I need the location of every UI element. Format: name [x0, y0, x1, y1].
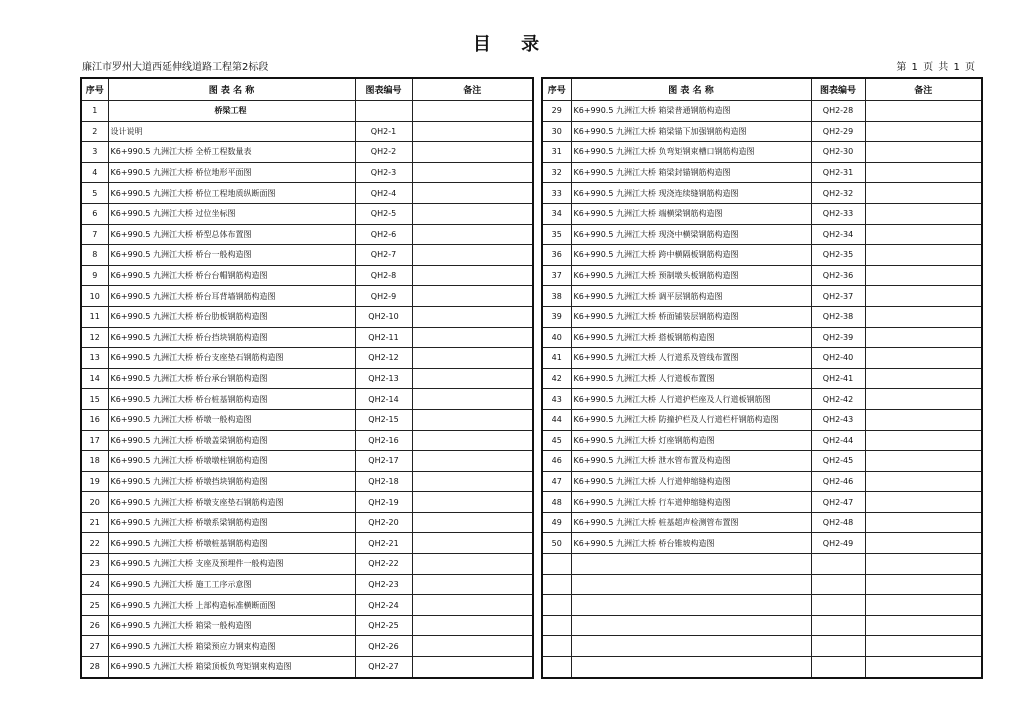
- cell-code: QH2-42: [811, 389, 865, 410]
- table-row: [542, 348, 982, 369]
- cell-name: K6+990.5 九洲江大桥 桥台桩基钢筋构造图: [108, 389, 355, 410]
- cell-name: K6+990.5 九洲江大桥 桥台台帽钢筋构造图: [108, 265, 355, 286]
- cell-name: K6+990.5 九洲江大桥 过位坐标图: [108, 203, 355, 224]
- table-row: [542, 574, 982, 595]
- table-row: [81, 451, 533, 472]
- cell-num: [542, 615, 571, 636]
- cell-name: K6+990.5 九洲江大桥 箱梁一般构造图: [108, 615, 355, 636]
- cell-name: K6+990.5 九洲江大桥 人行道板布置图: [571, 368, 811, 389]
- cell-code: QH2-35: [811, 245, 865, 266]
- cell-note: [865, 451, 982, 472]
- cell-name: K6+990.5 九洲江大桥 桥墩挡块钢筋构造图: [108, 471, 355, 492]
- cell-name: K6+990.5 九洲江大桥 桥台承台钢筋构造图: [108, 368, 355, 389]
- table-row: [81, 368, 533, 389]
- cell-name: K6+990.5 九洲江大桥 预制墩头板钢筋构造图: [571, 265, 811, 286]
- cell-name: K6+990.5 九洲江大桥 跨中横隔板钢筋构造图: [571, 245, 811, 266]
- table-row: [81, 636, 533, 657]
- cell-note: [865, 265, 982, 286]
- cell-num: 38: [542, 286, 571, 307]
- cell-num: 17: [81, 430, 108, 451]
- table-row: [542, 389, 982, 410]
- toc-table-left: [80, 77, 534, 679]
- cell-num: 18: [81, 451, 108, 472]
- header-num: 序号: [81, 78, 108, 101]
- cell-num: 4: [81, 162, 108, 183]
- cell-note: [865, 368, 982, 389]
- cell-name: K6+990.5 九洲江大桥 泄水管布置及构造图: [571, 451, 811, 472]
- cell-note: [412, 348, 533, 369]
- page-info: 第 1 页 共 1 页: [896, 62, 976, 73]
- table-row: [81, 306, 533, 327]
- cell-num: [542, 657, 571, 678]
- cell-num: 5: [81, 183, 108, 204]
- cell-note: [865, 615, 982, 636]
- cell-num: 1: [81, 101, 108, 122]
- table-row: [542, 224, 982, 245]
- cell-name: K6+990.5 九洲江大桥 支座及预埋件一般构造图: [108, 554, 355, 575]
- table-row: [81, 657, 533, 678]
- cell-note: [412, 101, 533, 122]
- cell-num: 8: [81, 245, 108, 266]
- cell-code: [811, 574, 865, 595]
- cell-name: K6+990.5 九洲江大桥 桥位工程地质纵断面图: [108, 183, 355, 204]
- cell-num: [542, 554, 571, 575]
- cell-num: 10: [81, 286, 108, 307]
- cell-note: [865, 595, 982, 616]
- cell-code: [811, 595, 865, 616]
- cell-note: [865, 512, 982, 533]
- cell-num: 34: [542, 203, 571, 224]
- cell-name: K6+990.5 九洲江大桥 桥位地形平面图: [108, 162, 355, 183]
- cell-code: QH2-20: [355, 512, 412, 533]
- cell-num: 11: [81, 306, 108, 327]
- cell-num: 21: [81, 512, 108, 533]
- cell-note: [865, 142, 982, 163]
- cell-note: [412, 471, 533, 492]
- table-row: [542, 183, 982, 204]
- cell-name: [571, 615, 811, 636]
- cell-num: 42: [542, 368, 571, 389]
- cell-code: QH2-44: [811, 430, 865, 451]
- cell-name: K6+990.5 九洲江大桥 桥台耳背墙钢筋构造图: [108, 286, 355, 307]
- cell-note: [412, 286, 533, 307]
- table-row: [542, 101, 982, 122]
- header-code: 图表编号: [811, 78, 865, 101]
- cell-code: QH2-45: [811, 451, 865, 472]
- cell-note: [412, 142, 533, 163]
- cell-note: [865, 203, 982, 224]
- table-row: [81, 327, 533, 348]
- cell-num: [542, 595, 571, 616]
- cell-name: 桥梁工程: [108, 101, 355, 122]
- cell-name: K6+990.5 九洲江大桥 灯座钢筋构造图: [571, 430, 811, 451]
- cell-note: [865, 389, 982, 410]
- cell-name: K6+990.5 九洲江大桥 人行道护栏座及人行道板钢筋图: [571, 389, 811, 410]
- cell-note: [412, 327, 533, 348]
- cell-num: 44: [542, 409, 571, 430]
- table-row: [81, 430, 533, 451]
- table-row: [81, 121, 533, 142]
- cell-note: [865, 574, 982, 595]
- cell-code: QH2-11: [355, 327, 412, 348]
- cell-note: [865, 162, 982, 183]
- cell-note: [412, 409, 533, 430]
- cell-note: [412, 492, 533, 513]
- cell-note: [412, 224, 533, 245]
- table-row: [81, 389, 533, 410]
- cell-note: [412, 595, 533, 616]
- cell-code: QH2-22: [355, 554, 412, 575]
- cell-code: QH2-1: [355, 121, 412, 142]
- cell-note: [412, 245, 533, 266]
- table-row: [542, 657, 982, 678]
- cell-code: QH2-3: [355, 162, 412, 183]
- table-row: [542, 265, 982, 286]
- table-row: [542, 409, 982, 430]
- table-row: [81, 512, 533, 533]
- cell-code: QH2-32: [811, 183, 865, 204]
- cell-num: 20: [81, 492, 108, 513]
- cell-note: [865, 636, 982, 657]
- table-row: [542, 203, 982, 224]
- toc-table-right: [541, 77, 983, 679]
- table-row: [81, 574, 533, 595]
- table-row: [81, 286, 533, 307]
- cell-note: [865, 224, 982, 245]
- cell-num: 36: [542, 245, 571, 266]
- cell-num: 15: [81, 389, 108, 410]
- table-row: [542, 245, 982, 266]
- table-row: [542, 327, 982, 348]
- cell-num: [542, 636, 571, 657]
- table-row: [81, 142, 533, 163]
- cell-name: K6+990.5 九洲江大桥 箱梁预应力钢束构造图: [108, 636, 355, 657]
- cell-num: 49: [542, 512, 571, 533]
- table-row: [81, 224, 533, 245]
- cell-name: K6+990.5 九洲江大桥 施工工序示意图: [108, 574, 355, 595]
- cell-name: K6+990.5 九洲江大桥 桥面铺装层钢筋构造图: [571, 306, 811, 327]
- cell-code: QH2-37: [811, 286, 865, 307]
- cell-code: QH2-39: [811, 327, 865, 348]
- cell-name: K6+990.5 九洲江大桥 端横梁钢筋构造图: [571, 203, 811, 224]
- cell-code: QH2-36: [811, 265, 865, 286]
- table-row: [81, 471, 533, 492]
- cell-note: [865, 554, 982, 575]
- cell-num: 45: [542, 430, 571, 451]
- cell-num: 32: [542, 162, 571, 183]
- cell-num: 47: [542, 471, 571, 492]
- table-row: [81, 595, 533, 616]
- cell-note: [865, 245, 982, 266]
- cell-code: QH2-38: [811, 306, 865, 327]
- table-row: [542, 306, 982, 327]
- cell-code: QH2-23: [355, 574, 412, 595]
- cell-code: QH2-15: [355, 409, 412, 430]
- cell-code: [811, 554, 865, 575]
- cell-name: K6+990.5 九洲江大桥 桥墩系梁钢筋构造图: [108, 512, 355, 533]
- cell-name: [571, 574, 811, 595]
- cell-code: QH2-8: [355, 265, 412, 286]
- cell-num: 2: [81, 121, 108, 142]
- cell-name: K6+990.5 九洲江大桥 桥型总体布置图: [108, 224, 355, 245]
- cell-num: 9: [81, 265, 108, 286]
- cell-code: QH2-19: [355, 492, 412, 513]
- cell-code: QH2-49: [811, 533, 865, 554]
- cell-code: QH2-34: [811, 224, 865, 245]
- cell-name: K6+990.5 九洲江大桥 现浇中横梁钢筋构造图: [571, 224, 811, 245]
- cell-num: 22: [81, 533, 108, 554]
- cell-num: 13: [81, 348, 108, 369]
- cell-num: 14: [81, 368, 108, 389]
- cell-num: 33: [542, 183, 571, 204]
- cell-note: [412, 265, 533, 286]
- table-row: [81, 183, 533, 204]
- cell-code: QH2-33: [811, 203, 865, 224]
- header-code: 图表编号: [355, 78, 412, 101]
- cell-name: K6+990.5 九洲江大桥 桥墩盖梁钢筋构造图: [108, 430, 355, 451]
- cell-num: 28: [81, 657, 108, 678]
- cell-code: QH2-12: [355, 348, 412, 369]
- table-row: [542, 554, 982, 575]
- cell-code: QH2-43: [811, 409, 865, 430]
- cell-num: 26: [81, 615, 108, 636]
- table-row: [81, 101, 533, 122]
- cell-code: [811, 636, 865, 657]
- cell-code: QH2-48: [811, 512, 865, 533]
- cell-code: QH2-17: [355, 451, 412, 472]
- cell-name: K6+990.5 九洲江大桥 上部构造标准横断面图: [108, 595, 355, 616]
- cell-num: 23: [81, 554, 108, 575]
- cell-name: K6+990.5 九洲江大桥 桥墩桩基钢筋构造图: [108, 533, 355, 554]
- table-row: [542, 286, 982, 307]
- cell-code: QH2-25: [355, 615, 412, 636]
- table-row: [81, 615, 533, 636]
- cell-note: [412, 121, 533, 142]
- cell-note: [865, 327, 982, 348]
- cell-num: 35: [542, 224, 571, 245]
- cell-note: [865, 348, 982, 369]
- table-row: [81, 245, 533, 266]
- cell-name: K6+990.5 九洲江大桥 箱梁顶板负弯矩钢束构造图: [108, 657, 355, 678]
- cell-num: 29: [542, 101, 571, 122]
- cell-name: K6+990.5 九洲江大桥 搭板钢筋构造图: [571, 327, 811, 348]
- table-row: [81, 162, 533, 183]
- cell-num: 16: [81, 409, 108, 430]
- cell-code: QH2-9: [355, 286, 412, 307]
- table-row: [81, 348, 533, 369]
- cell-note: [865, 286, 982, 307]
- cell-name: K6+990.5 九洲江大桥 桥墩墩柱钢筋构造图: [108, 451, 355, 472]
- header-num: 序号: [542, 78, 571, 101]
- cell-code: QH2-18: [355, 471, 412, 492]
- cell-note: [865, 657, 982, 678]
- cell-code: QH2-5: [355, 203, 412, 224]
- table-row: [542, 636, 982, 657]
- cell-code: QH2-24: [355, 595, 412, 616]
- cell-note: [412, 203, 533, 224]
- table-row: [542, 430, 982, 451]
- table-row: [542, 512, 982, 533]
- table-row: [542, 615, 982, 636]
- cell-num: 31: [542, 142, 571, 163]
- cell-name: [571, 554, 811, 575]
- cell-note: [412, 512, 533, 533]
- cell-note: [865, 533, 982, 554]
- cell-note: [865, 183, 982, 204]
- cell-note: [865, 409, 982, 430]
- table-row: [542, 533, 982, 554]
- cell-name: [571, 657, 811, 678]
- cell-note: [412, 368, 533, 389]
- cell-name: K6+990.5 九洲江大桥 桥台肋板钢筋构造图: [108, 306, 355, 327]
- cell-code: QH2-16: [355, 430, 412, 451]
- cell-name: K6+990.5 九洲江大桥 人行道系及管线布置图: [571, 348, 811, 369]
- cell-code: [355, 101, 412, 122]
- table-row: [542, 162, 982, 183]
- cell-name: K6+990.5 九洲江大桥 箱梁封锚钢筋构造图: [571, 162, 811, 183]
- cell-note: [412, 389, 533, 410]
- cell-note: [412, 430, 533, 451]
- table-row: [542, 368, 982, 389]
- cell-num: 27: [81, 636, 108, 657]
- cell-name: K6+990.5 九洲江大桥 桥墩一般构造图: [108, 409, 355, 430]
- cell-note: [412, 657, 533, 678]
- cell-name: K6+990.5 九洲江大桥 箱梁锚下加强钢筋构造图: [571, 121, 811, 142]
- cell-note: [865, 430, 982, 451]
- cell-name: K6+990.5 九洲江大桥 桥台锥坡构造图: [571, 533, 811, 554]
- cell-name: K6+990.5 九洲江大桥 桥台支座垫石钢筋构造图: [108, 348, 355, 369]
- cell-code: QH2-41: [811, 368, 865, 389]
- cell-code: QH2-7: [355, 245, 412, 266]
- cell-note: [865, 471, 982, 492]
- cell-num: 50: [542, 533, 571, 554]
- cell-code: QH2-21: [355, 533, 412, 554]
- cell-code: QH2-47: [811, 492, 865, 513]
- cell-num: 39: [542, 306, 571, 327]
- cell-note: [412, 451, 533, 472]
- cell-code: QH2-14: [355, 389, 412, 410]
- cell-num: 43: [542, 389, 571, 410]
- cell-num: 24: [81, 574, 108, 595]
- cell-num: 46: [542, 451, 571, 472]
- cell-note: [412, 306, 533, 327]
- cell-name: K6+990.5 九洲江大桥 防撞护栏及人行道栏杆钢筋构造图: [571, 409, 811, 430]
- cell-code: QH2-10: [355, 306, 412, 327]
- cell-note: [865, 121, 982, 142]
- table-row: [542, 121, 982, 142]
- cell-name: K6+990.5 九洲江大桥 人行道伸缩缝构造图: [571, 471, 811, 492]
- cell-num: 3: [81, 142, 108, 163]
- cell-num: 25: [81, 595, 108, 616]
- cell-note: [865, 101, 982, 122]
- cell-num: 37: [542, 265, 571, 286]
- header-name: 图 表 名 称: [108, 78, 355, 101]
- cell-note: [412, 636, 533, 657]
- cell-num: [542, 574, 571, 595]
- page-title: 目 录: [472, 34, 552, 55]
- header-note: 备注: [865, 78, 982, 101]
- cell-num: 30: [542, 121, 571, 142]
- cell-note: [412, 554, 533, 575]
- cell-code: QH2-40: [811, 348, 865, 369]
- cell-code: QH2-2: [355, 142, 412, 163]
- cell-code: QH2-46: [811, 471, 865, 492]
- cell-name: [571, 595, 811, 616]
- cell-name: K6+990.5 九洲江大桥 调平层钢筋构造图: [571, 286, 811, 307]
- cell-name: 设计说明: [108, 121, 355, 142]
- cell-note: [412, 533, 533, 554]
- cell-code: QH2-29: [811, 121, 865, 142]
- cell-code: QH2-31: [811, 162, 865, 183]
- cell-num: 6: [81, 203, 108, 224]
- project-name: 廉江市罗州大道西延伸线道路工程第2标段: [82, 62, 269, 73]
- table-row: [81, 554, 533, 575]
- cell-code: QH2-13: [355, 368, 412, 389]
- cell-note: [412, 183, 533, 204]
- header-name: 图 表 名 称: [571, 78, 811, 101]
- table-row: [81, 492, 533, 513]
- table-row: [542, 142, 982, 163]
- cell-code: QH2-30: [811, 142, 865, 163]
- cell-num: 40: [542, 327, 571, 348]
- cell-code: [811, 615, 865, 636]
- cell-name: K6+990.5 九洲江大桥 桥台一般构造图: [108, 245, 355, 266]
- cell-name: K6+990.5 九洲江大桥 箱梁普通钢筋构造图: [571, 101, 811, 122]
- table-row: [542, 492, 982, 513]
- table-row: [81, 265, 533, 286]
- cell-note: [865, 306, 982, 327]
- cell-note: [865, 492, 982, 513]
- cell-name: K6+990.5 九洲江大桥 行车道伸缩缝构造图: [571, 492, 811, 513]
- cell-name: K6+990.5 九洲江大桥 桥墩支座垫石钢筋构造图: [108, 492, 355, 513]
- cell-name: K6+990.5 九洲江大桥 负弯矩钢束槽口钢筋构造图: [571, 142, 811, 163]
- cell-code: QH2-4: [355, 183, 412, 204]
- cell-note: [412, 162, 533, 183]
- table-row: [81, 409, 533, 430]
- cell-num: 48: [542, 492, 571, 513]
- cell-name: K6+990.5 九洲江大桥 桩基超声检测管布置图: [571, 512, 811, 533]
- cell-code: QH2-26: [355, 636, 412, 657]
- cell-note: [412, 574, 533, 595]
- cell-code: QH2-27: [355, 657, 412, 678]
- cell-name: K6+990.5 九洲江大桥 现浇连续缝钢筋构造图: [571, 183, 811, 204]
- cell-code: QH2-28: [811, 101, 865, 122]
- cell-num: 19: [81, 471, 108, 492]
- table-row: [542, 595, 982, 616]
- cell-num: 41: [542, 348, 571, 369]
- cell-code: [811, 657, 865, 678]
- cell-name: K6+990.5 九洲江大桥 全桥工程数量表: [108, 142, 355, 163]
- cell-note: [412, 615, 533, 636]
- table-row: [81, 203, 533, 224]
- cell-num: 7: [81, 224, 108, 245]
- table-row: [542, 451, 982, 472]
- table-row: [81, 533, 533, 554]
- cell-name: [571, 636, 811, 657]
- cell-num: 12: [81, 327, 108, 348]
- table-row: [542, 471, 982, 492]
- header-note: 备注: [412, 78, 533, 101]
- cell-name: K6+990.5 九洲江大桥 桥台挡块钢筋构造图: [108, 327, 355, 348]
- cell-code: QH2-6: [355, 224, 412, 245]
